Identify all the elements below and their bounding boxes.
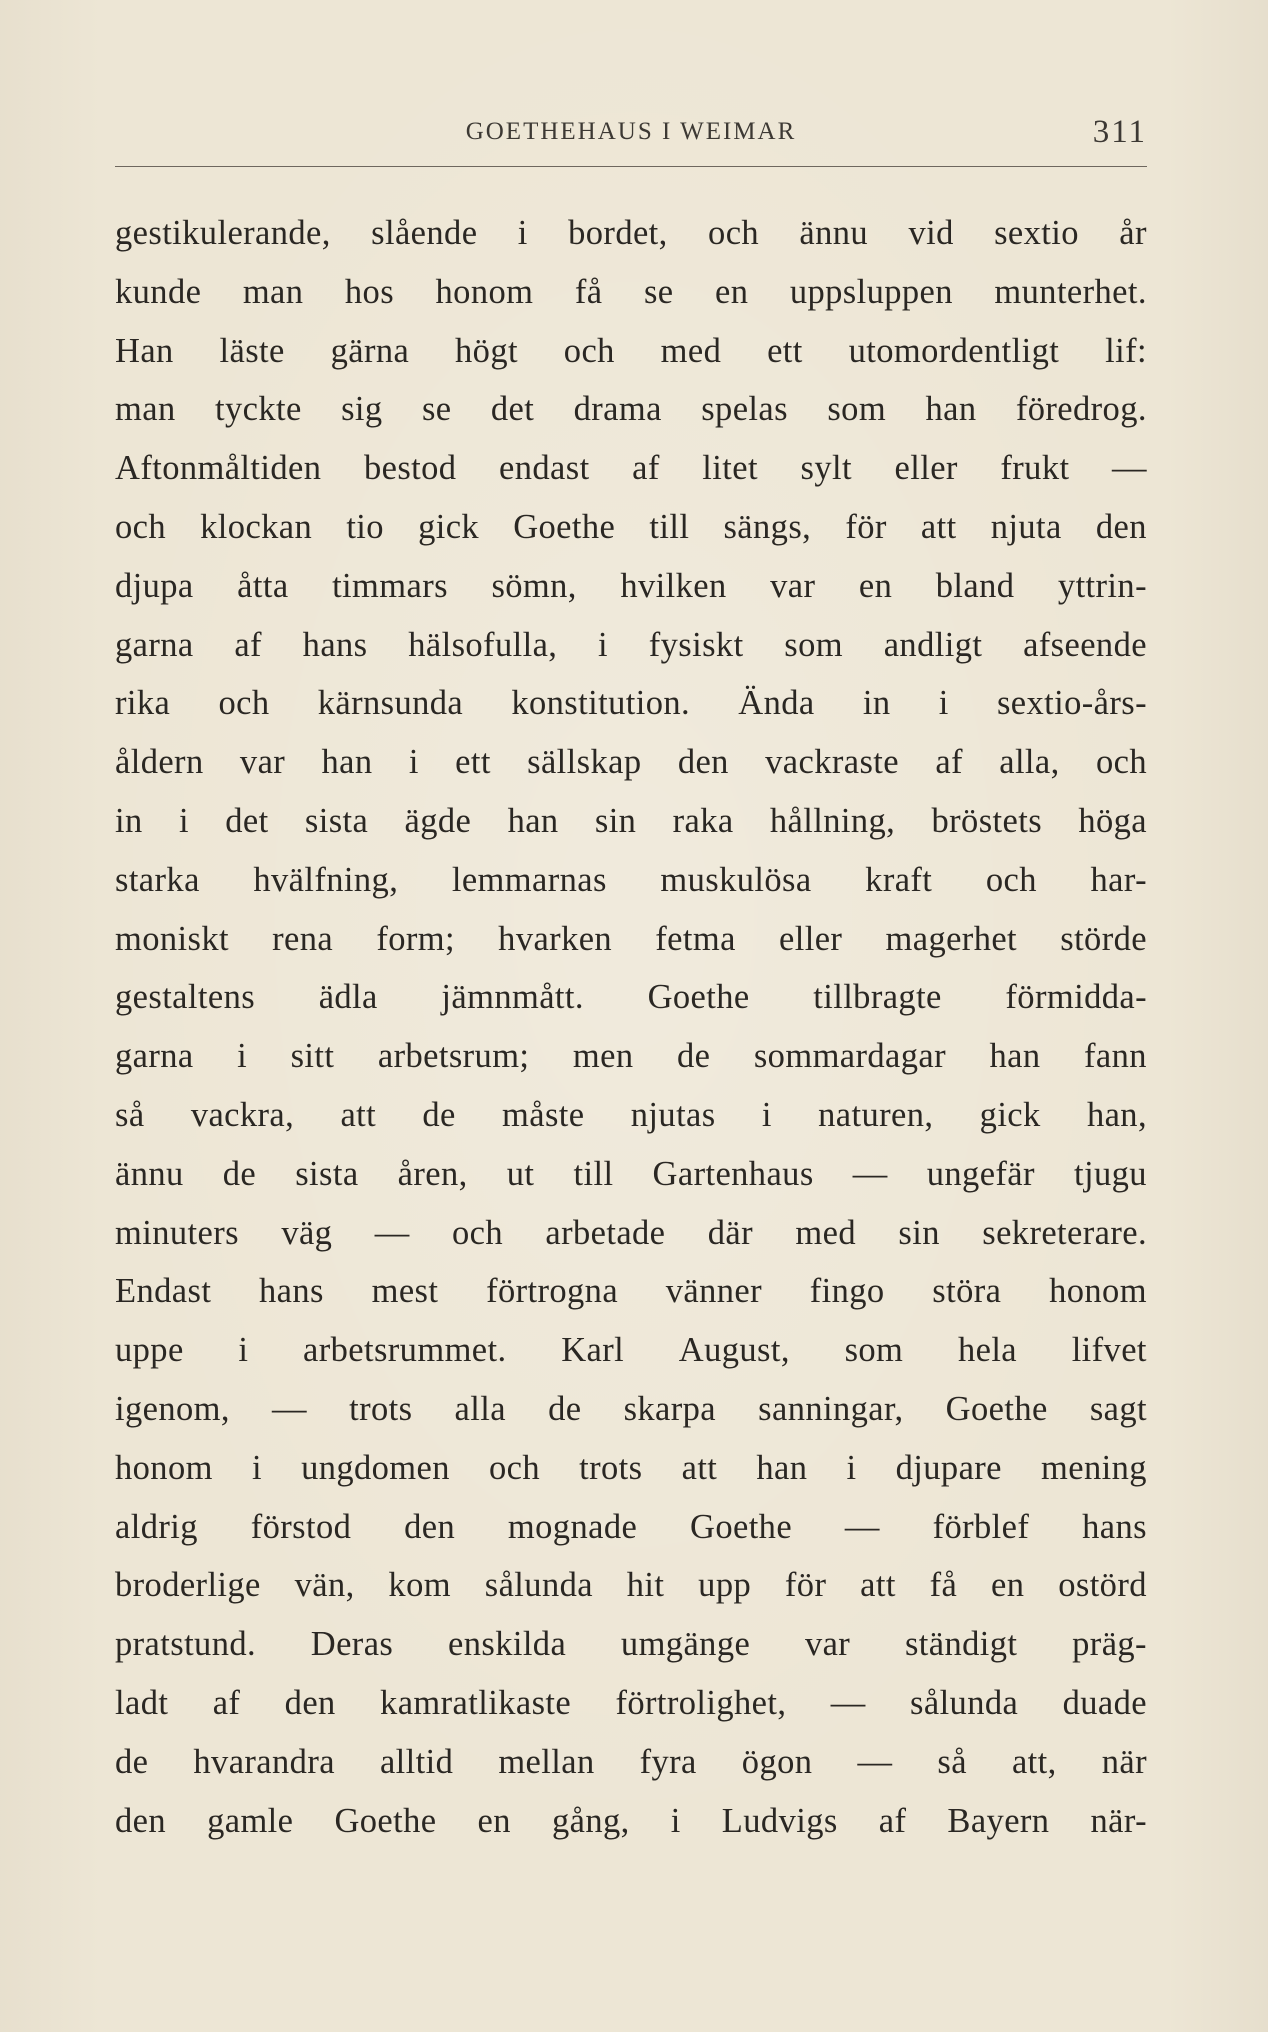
text-line xyxy=(115,498,1147,557)
word: i xyxy=(517,214,528,252)
word: mening xyxy=(1041,1448,1147,1487)
word: var xyxy=(239,743,286,782)
word: en xyxy=(991,1566,1025,1605)
word: ungdomen xyxy=(301,1448,450,1487)
word: Goethe xyxy=(945,1389,1048,1428)
word: trots xyxy=(579,1448,643,1487)
word: hela xyxy=(957,1331,1018,1370)
word: sextio-års- xyxy=(996,684,1147,723)
word: föredrog. xyxy=(1015,390,1147,429)
word: se xyxy=(421,390,452,429)
word: se xyxy=(643,272,674,311)
text-line xyxy=(115,851,1147,910)
word: Han xyxy=(115,331,174,370)
word: höga xyxy=(1078,801,1147,840)
text-line xyxy=(115,1262,1147,1321)
word: — xyxy=(374,1213,410,1252)
word: han, xyxy=(1086,1095,1147,1134)
word: August, xyxy=(678,1331,790,1370)
word: och xyxy=(451,1213,503,1252)
word: sextio xyxy=(994,214,1079,252)
word: och xyxy=(985,860,1037,899)
word: få xyxy=(929,1566,958,1605)
word: rena xyxy=(272,919,334,958)
word: njuta xyxy=(990,507,1062,546)
word: förtrolighet, xyxy=(615,1683,787,1722)
word: slående xyxy=(371,214,478,252)
word: sommardagar xyxy=(753,1037,947,1076)
word: hans xyxy=(259,1272,324,1311)
word: igenom, xyxy=(115,1389,230,1428)
word: i xyxy=(237,1037,248,1076)
word: munterhet. xyxy=(994,272,1147,311)
word: endast xyxy=(499,449,590,488)
word: ostörd xyxy=(1058,1566,1147,1605)
word: — xyxy=(1112,449,1147,488)
word: var xyxy=(770,566,816,605)
word: sällskap xyxy=(527,743,642,782)
word: af xyxy=(632,449,660,488)
word: han xyxy=(321,743,373,782)
word: gärna xyxy=(330,331,410,370)
word: kom xyxy=(388,1566,451,1605)
word: i xyxy=(670,1801,681,1840)
word: aldrig xyxy=(115,1507,198,1546)
word: åren, xyxy=(397,1154,468,1193)
word: i xyxy=(178,801,189,840)
word: alla, xyxy=(999,743,1060,782)
word: in xyxy=(862,684,891,723)
word: när- xyxy=(1090,1801,1147,1840)
text-line xyxy=(115,1556,1147,1615)
word: som xyxy=(827,390,887,429)
word: utomordentligt xyxy=(848,331,1060,370)
text-line xyxy=(115,263,1147,322)
word: arbetsrum; xyxy=(377,1037,530,1076)
word: honom xyxy=(115,1448,213,1487)
text-line xyxy=(115,1027,1147,1086)
word: och xyxy=(115,507,167,546)
word: en xyxy=(714,272,749,311)
word: kraft xyxy=(865,860,933,899)
word: tjugu xyxy=(1074,1154,1147,1193)
word: djupare xyxy=(895,1448,1002,1487)
word: präg- xyxy=(1072,1625,1147,1664)
word: störde xyxy=(1060,919,1147,958)
word: frukt xyxy=(1000,449,1070,488)
word: förmidda- xyxy=(1005,978,1147,1017)
text-line xyxy=(115,1498,1147,1557)
word: hälsofulla, xyxy=(408,625,558,664)
word: upp xyxy=(698,1566,752,1605)
word: lifvet xyxy=(1071,1331,1147,1370)
word: för xyxy=(845,507,887,546)
word: andligt xyxy=(883,625,983,664)
word: sista xyxy=(304,801,369,840)
word: vänner xyxy=(665,1272,763,1311)
word: enskilda xyxy=(448,1625,567,1664)
word: den xyxy=(677,743,729,782)
word: ett xyxy=(767,331,803,370)
word: — xyxy=(830,1683,866,1722)
word: till xyxy=(649,507,690,546)
word: mest xyxy=(371,1272,439,1311)
word: alla xyxy=(454,1389,506,1428)
word: af xyxy=(878,1801,907,1840)
word: vackraste xyxy=(765,743,899,782)
word: som xyxy=(784,625,843,664)
word: litet xyxy=(702,449,758,488)
word: trots xyxy=(349,1389,413,1428)
word: eller xyxy=(894,449,958,488)
text-line xyxy=(115,1204,1147,1263)
word: och xyxy=(708,214,760,252)
word: åldern xyxy=(115,743,204,782)
word: fingo xyxy=(809,1272,885,1311)
body-text xyxy=(115,204,1147,1850)
word: hit xyxy=(626,1566,665,1605)
word: sitt xyxy=(290,1037,335,1076)
word: sålunda xyxy=(484,1566,593,1605)
word: i xyxy=(598,625,609,664)
word: gestikulerande, xyxy=(115,214,331,252)
word: ungefär xyxy=(926,1154,1035,1193)
text-line xyxy=(115,733,1147,792)
word: gestaltens xyxy=(115,978,256,1017)
word: Goethe xyxy=(513,507,616,546)
header-rule xyxy=(115,166,1147,167)
word: att xyxy=(340,1095,377,1134)
word: — xyxy=(272,1389,307,1428)
word: vid xyxy=(908,214,954,252)
word: år xyxy=(1119,214,1147,252)
word: i xyxy=(938,684,949,723)
word: de xyxy=(422,1095,456,1134)
word: bland xyxy=(935,566,1015,605)
text-line xyxy=(115,1674,1147,1733)
word: muskulösa xyxy=(660,860,812,899)
word: hvilken xyxy=(620,566,727,605)
word: sängs, xyxy=(723,507,812,546)
word: har- xyxy=(1090,860,1147,899)
word: djupa xyxy=(115,566,194,605)
word: hvälfning, xyxy=(253,860,399,899)
text-line xyxy=(115,1086,1147,1145)
word: i xyxy=(408,743,419,782)
word: fyra xyxy=(639,1742,697,1781)
text-line xyxy=(115,1615,1147,1674)
word: och xyxy=(563,331,615,370)
word: af xyxy=(234,625,262,664)
word: åtta xyxy=(237,566,289,605)
word: vän, xyxy=(294,1566,355,1605)
word: yttrin- xyxy=(1057,566,1147,605)
word: som xyxy=(844,1331,904,1370)
word: ständigt xyxy=(904,1625,1018,1664)
word: lif: xyxy=(1105,331,1147,370)
word: alltid xyxy=(379,1742,454,1781)
text-line xyxy=(115,1733,1147,1792)
word: af xyxy=(935,743,963,782)
word: Goethe xyxy=(647,978,750,1017)
word: Bayern xyxy=(947,1801,1050,1840)
word: Goethe xyxy=(690,1507,793,1546)
word: ladt xyxy=(115,1683,169,1722)
word: honom xyxy=(1049,1272,1147,1311)
word: man xyxy=(242,272,304,311)
word: han xyxy=(925,390,977,429)
word: uppsluppen xyxy=(789,272,953,311)
text-line xyxy=(115,1792,1147,1851)
word: drama xyxy=(573,390,662,429)
word: eller xyxy=(779,919,843,958)
word: man xyxy=(115,390,176,429)
word: kamratlikaste xyxy=(380,1683,572,1722)
word: umgänge xyxy=(620,1625,751,1664)
word: väg xyxy=(281,1213,333,1252)
word: arbetade xyxy=(545,1213,666,1252)
word: måste xyxy=(502,1095,585,1134)
word: att xyxy=(860,1566,896,1605)
word: pratstund. xyxy=(115,1625,257,1664)
word: jämnmått. xyxy=(441,978,584,1017)
word: Goethe xyxy=(334,1801,437,1840)
word: i xyxy=(761,1095,772,1134)
word: hvarandra xyxy=(193,1742,335,1781)
word: — xyxy=(857,1742,893,1781)
word: gamle xyxy=(207,1801,294,1840)
word: ögon xyxy=(741,1742,813,1781)
word: i xyxy=(251,1448,262,1487)
word: ett xyxy=(455,743,491,782)
word: den xyxy=(115,1801,167,1840)
word: bestod xyxy=(363,449,457,488)
word: för xyxy=(784,1566,827,1605)
word: kunde xyxy=(115,272,202,311)
word: och xyxy=(1095,743,1147,782)
word: naturen, xyxy=(818,1095,934,1134)
word: skarpa xyxy=(623,1389,717,1428)
text-line xyxy=(115,1145,1147,1204)
running-title: GOETHEHAUS I WEIMAR xyxy=(465,118,797,145)
word: ännu xyxy=(799,214,869,252)
word: i xyxy=(846,1448,857,1487)
word: fysiskt xyxy=(648,625,744,664)
word: hans xyxy=(1082,1507,1147,1546)
word: hvarken xyxy=(498,919,613,958)
text-line xyxy=(115,1321,1147,1380)
word: hos xyxy=(344,272,395,311)
text-line xyxy=(115,674,1147,733)
word: den xyxy=(404,1507,456,1546)
word: sylt xyxy=(800,449,852,488)
word: förtrogna xyxy=(486,1272,619,1311)
word: och xyxy=(218,684,270,723)
word: han xyxy=(756,1448,808,1487)
word: läste xyxy=(219,331,285,370)
word: vackra, xyxy=(190,1095,295,1134)
word: de xyxy=(548,1389,582,1428)
word: sin xyxy=(594,801,637,840)
word: till xyxy=(573,1154,614,1193)
word: garna xyxy=(115,625,194,664)
text-line xyxy=(115,204,1147,263)
word: in xyxy=(115,801,143,840)
word: spelas xyxy=(701,390,788,429)
word: ädla xyxy=(318,978,378,1017)
word: mellan xyxy=(498,1742,595,1781)
word: det xyxy=(225,801,269,840)
text-line xyxy=(115,968,1147,1027)
word: Deras xyxy=(310,1625,394,1664)
word: att xyxy=(681,1448,718,1487)
word: att, xyxy=(1011,1742,1057,1781)
word: gick xyxy=(418,507,480,546)
word: Karl xyxy=(561,1331,625,1370)
word: sagt xyxy=(1089,1389,1147,1428)
word: afseende xyxy=(1023,625,1147,664)
word: tyckte xyxy=(215,390,302,429)
text-line xyxy=(115,439,1147,498)
word: kärnsunda xyxy=(317,684,464,723)
word: hållning, xyxy=(769,801,896,840)
word: ägde xyxy=(404,801,472,840)
word: klockan xyxy=(200,507,313,546)
word: fann xyxy=(1084,1037,1147,1076)
word: bröstets xyxy=(931,801,1043,840)
text-line xyxy=(115,322,1147,381)
word: störa xyxy=(932,1272,1002,1311)
word: fetma xyxy=(655,919,736,958)
word: bordet, xyxy=(568,214,668,252)
text-line xyxy=(115,792,1147,851)
word: där xyxy=(707,1213,754,1252)
word: minuters xyxy=(115,1213,239,1252)
word: att xyxy=(920,507,957,546)
word: de xyxy=(115,1742,149,1781)
word: de xyxy=(677,1037,711,1076)
word: ännu xyxy=(115,1154,184,1193)
word: var xyxy=(804,1625,851,1664)
text-line xyxy=(115,1380,1147,1439)
word: form; xyxy=(376,919,455,958)
text-line xyxy=(115,557,1147,616)
word: tillbragte xyxy=(813,978,942,1017)
word: en xyxy=(477,1801,511,1840)
word: Ända xyxy=(738,684,815,723)
word: moniskt xyxy=(115,919,229,958)
word: i xyxy=(238,1331,249,1370)
word: sålunda xyxy=(910,1683,1019,1722)
word: med xyxy=(660,331,722,370)
word: honom xyxy=(435,272,534,311)
word: men xyxy=(572,1037,634,1076)
word: starka xyxy=(115,860,200,899)
word: mognade xyxy=(507,1507,638,1546)
word: han xyxy=(989,1037,1041,1076)
word: uppe xyxy=(115,1331,184,1370)
word: duade xyxy=(1062,1683,1147,1722)
word: få xyxy=(574,272,603,311)
word: arbetsrummet. xyxy=(303,1331,507,1370)
word: Endast xyxy=(115,1272,212,1311)
word: sin xyxy=(898,1213,940,1252)
word: Ludvigs xyxy=(721,1801,838,1840)
word: rika xyxy=(115,684,171,723)
word: — xyxy=(852,1154,888,1193)
word: timmars xyxy=(332,566,448,605)
word: och xyxy=(489,1448,541,1487)
word: Gartenhaus xyxy=(652,1154,814,1193)
word: sömn, xyxy=(491,566,577,605)
word: tio xyxy=(346,507,384,546)
word: sig xyxy=(341,390,383,429)
word: högt xyxy=(455,331,518,370)
word: den xyxy=(1095,507,1147,546)
text-line xyxy=(115,616,1147,675)
word: sekreterare. xyxy=(982,1213,1147,1252)
word: förblef xyxy=(932,1507,1030,1546)
page-number: 311 xyxy=(1092,114,1147,150)
word: hans xyxy=(302,625,368,664)
word: konstitution. xyxy=(511,684,691,723)
word: med xyxy=(795,1213,857,1252)
word: broderlige xyxy=(115,1566,261,1605)
word: sanningar, xyxy=(758,1389,904,1428)
word: den xyxy=(284,1683,336,1722)
word: lemmarnas xyxy=(451,860,607,899)
word: af xyxy=(212,1683,241,1722)
word: ut xyxy=(506,1154,535,1193)
running-head xyxy=(115,112,1147,156)
word: sista xyxy=(295,1154,359,1193)
word: gång, xyxy=(551,1801,630,1840)
word: garna xyxy=(115,1037,194,1076)
word: magerhet xyxy=(885,919,1018,958)
word: gick xyxy=(979,1095,1041,1134)
word: när xyxy=(1101,1742,1147,1781)
word: förstod xyxy=(250,1507,352,1546)
text-line xyxy=(115,1439,1147,1498)
word: så xyxy=(937,1742,967,1781)
word: det xyxy=(490,390,535,429)
word: njutas xyxy=(630,1095,716,1134)
word: en xyxy=(858,566,893,605)
word: Aftonmåltiden xyxy=(115,449,322,488)
text-line xyxy=(115,380,1147,439)
word: så xyxy=(115,1095,145,1134)
word: de xyxy=(222,1154,257,1193)
word: raka xyxy=(672,801,734,840)
word: han xyxy=(507,801,559,840)
text-line xyxy=(115,910,1147,969)
word: — xyxy=(844,1507,880,1546)
